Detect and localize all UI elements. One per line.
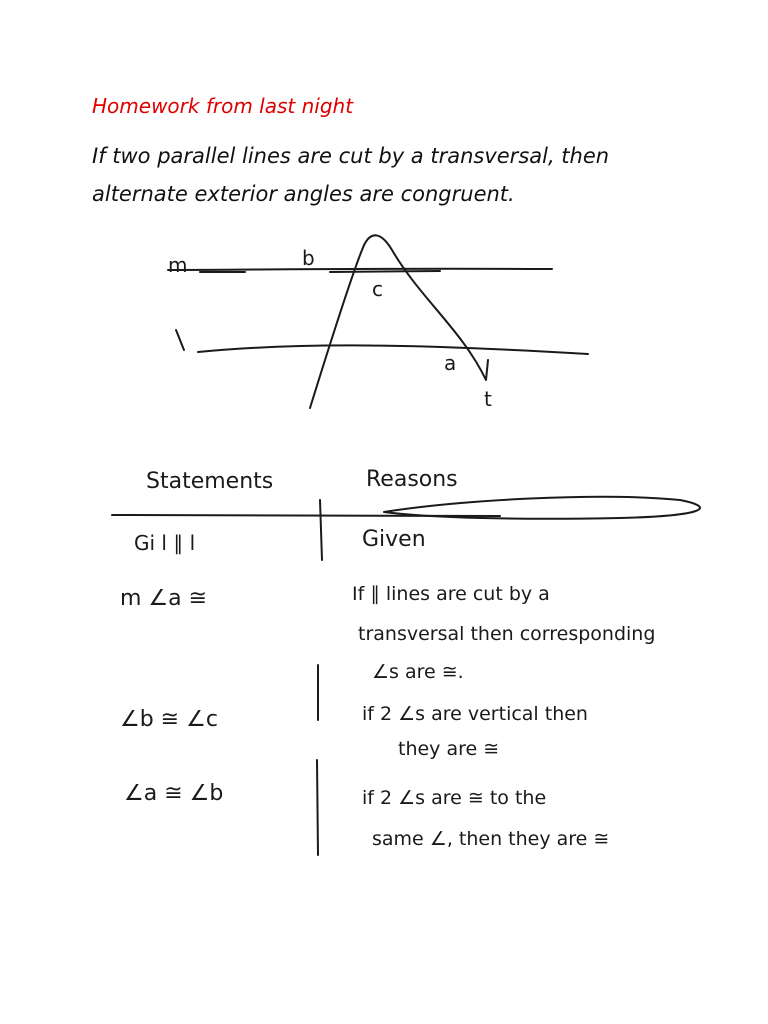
page-title: Homework from last night [92,94,354,118]
parallel-lines-diagram [168,235,588,411]
reason-1-line-1: Given [362,527,426,552]
reason-4-line-2: same ∠, then they are ≅ [372,828,610,850]
statement-1: Gi l ∥ l [134,531,196,555]
reasons-header: Reasons [366,467,458,492]
reason-3-line-2: they are ≅ [398,738,500,760]
reason-4-line-1: if 2 ∠s are ≅ to the [362,787,547,809]
statement-4: ∠a ≅ ∠b [124,781,224,806]
theorem-line-2: alternate exterior angles are congruent. [92,182,515,206]
line-l [198,345,588,354]
reason-3-line-1: if 2 ∠s are vertical then [362,703,588,725]
reason-2-line-2: transversal then corresponding [358,623,656,645]
loop-stroke [384,497,700,519]
statements-header: Statements [146,469,274,494]
label-c: c [372,277,383,301]
label-m: m [168,253,188,277]
proof-table [112,467,700,855]
theorem-line-1: If two parallel lines are cut by a transversal, then [92,144,610,168]
transversal-t [310,235,488,408]
line-m [168,269,552,270]
reason-2-line-1: If ∥ lines are cut by a [352,583,550,605]
label-t: t [484,387,492,411]
reason-2-line-3: ∠s are ≅. [372,661,464,683]
statement-3: ∠b ≅ ∠c [120,707,218,732]
statement-2: m ∠a ≅ [120,586,208,611]
line-l-tick [176,330,184,350]
label-b: b [302,246,315,270]
label-a: a [444,351,457,375]
table-vertical-rule [317,500,322,855]
line-m-overstroke [200,271,440,272]
